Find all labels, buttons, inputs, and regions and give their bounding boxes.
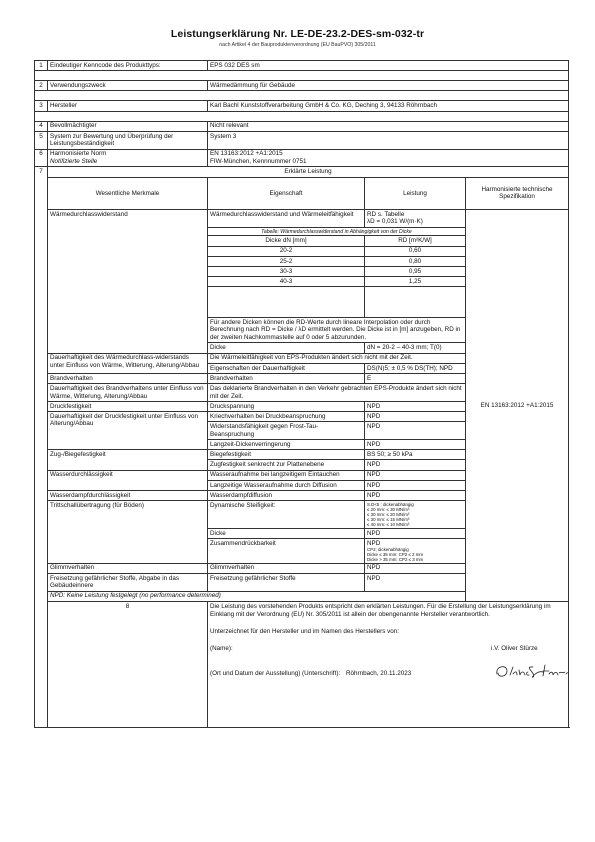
- leis-steifigkeit: [365, 501, 466, 529]
- leis-gefahr: NPD: [365, 573, 466, 591]
- performance-column-headers: [35, 177, 569, 210]
- row-value: Nicht relevant: [208, 121, 569, 131]
- merkmal-zug: Zug-/Biegefestigkeit: [48, 450, 208, 470]
- lambda-value: λD = 0,031 W/(m·K): [367, 218, 423, 226]
- leis-frost: NPD: [365, 422, 466, 440]
- signature-image: [493, 662, 569, 682]
- leis-line: Dicke > 35 mm: CP2 ≤ 3 mm: [367, 556, 424, 562]
- leis-line: CP2; dickenabhängig: [367, 546, 409, 552]
- row-label: Eindeutiger Kenncode des Produkttyps:: [48, 61, 208, 71]
- merkmal-tritt: Trittschallübertragung (für Böden): [48, 501, 208, 563]
- cell-rd: 0,95: [365, 267, 466, 277]
- signed-for: Unterzeichnet für den Hersteller und im Namen des Herstellers von:: [210, 627, 399, 635]
- row-1: [35, 61, 569, 71]
- row-label: [48, 149, 208, 167]
- performance-heading: Erklärte Leistung: [48, 167, 569, 177]
- row-3: [35, 101, 569, 111]
- merkmal-glimm: Glimmverhalten: [48, 563, 208, 573]
- row-value: Wärmedämmung für Gebäude: [208, 81, 569, 91]
- eig-wasser-diffusion: Langzeitige Wasseraufnahme durch Diffusion: [208, 480, 365, 490]
- merkmal-brand: Brandverhalten: [48, 373, 208, 383]
- harmonized-norm-label: Harmonisierte Norm: [50, 150, 107, 158]
- row-5: [35, 131, 569, 149]
- dauer-wd-text: Die Wärmeleitfähigkeit von EPS-Produkten ändert sich nicht mit der Zeit.: [208, 353, 466, 363]
- dauer-brand-text: Das deklarierte Brandverhalten in den Verkehr gebrachten EPS-Produkte ändert sich nicht mit der Zeit.: [208, 384, 466, 402]
- cell-dicke: 20-2: [208, 246, 365, 256]
- eig-glimm: Glimmverhalten: [208, 563, 365, 573]
- declaration-block: [208, 601, 569, 728]
- row-number: 8: [48, 601, 208, 728]
- leis-line: S.D<5 : dickenabhängig: [367, 501, 414, 507]
- notified-body-value: FIW-München, Kennnummer 0751: [210, 157, 307, 165]
- cell-rd: 0,80: [365, 256, 466, 266]
- row-number: 5: [35, 131, 48, 149]
- row-label: System zur Bewertung und Überprüfung der Leistungsbeständigkeit: [48, 131, 208, 149]
- harmonized-norm-value: EN 13163:2012 +A1:2015: [210, 150, 283, 158]
- row-number: 7: [35, 167, 48, 728]
- merkmal-dauer-wd: Dauerhaftigkeit des Wärmedurchlass-widerstands unter Einfluss von Wärme, Witterung, Alterung/Abbau: [48, 353, 208, 373]
- cell-rd: 1,25: [365, 277, 466, 287]
- eig-dampf: Wasserdampfdiffusion: [208, 491, 365, 501]
- place-line: [210, 670, 566, 682]
- eig-wd: Wärmedurchlasswiderstand und Wärmeleitfähigkeit: [208, 210, 365, 228]
- cell-dicke: 40-3: [208, 277, 365, 287]
- row-2: [35, 81, 569, 91]
- merkmal-wasser: Wasserdurchlässigkeit: [48, 470, 208, 490]
- leis-brand: E: [365, 373, 466, 383]
- eig-frost: Widerstandsfähigkeit gegen Frost-Tau-Beanspruchung: [208, 422, 365, 440]
- leis-zugfest: NPD: [365, 460, 466, 470]
- document-subtitle: nach Artikel 4 der Bauproduktenverordnung (EU BauPVO) 305/2011: [219, 42, 376, 48]
- eig-wasser-eintauchen: Wasseraufnahme bei langzeitigem Eintauchen: [208, 470, 365, 480]
- leis-zusammendrueck: [365, 538, 466, 563]
- leis-line: ≤ 20 mm: ≤ 30 MN/m³: [367, 506, 410, 512]
- name-label: (Name):: [210, 645, 233, 653]
- declaration-table: [34, 60, 569, 728]
- leis-dauer-wd: DS(N)5; ± 0,5 % DS(TH); NPD: [365, 363, 466, 373]
- leis-line: ≤ 30 mm: ≤ 20 MN/m³: [367, 511, 410, 517]
- eig-brand: Brandverhalten: [208, 373, 365, 383]
- leis-druck: NPD: [365, 401, 466, 411]
- declaration-text: Die Leistung des vorstehenden Produkts entspricht den erklärten Leistungen. Für die Erstellung der Leistungserklärung im Einklang mit der Verordnung (EU) Nr. 305/2011 ist allein der obengenannte Hersteller verantwortlich.: [210, 602, 551, 618]
- th-rd: RD [m²K/W]: [365, 236, 466, 246]
- table-caption: Tabelle: Wärmedurchlasswiderstand in Abhängigkeit von der Dicke: [208, 227, 466, 236]
- eig-zusammendrueck: Zusammendrückbarkeit: [208, 538, 365, 563]
- merkmal-dauer-brand: Dauerhaftigkeit des Brandverhaltens unter Einfluss von Wärme, Witterung, Alterung/Abbau: [48, 384, 208, 402]
- rd-reference: RD s. Tabelle: [367, 210, 405, 218]
- place-date: Röhrnbach, 20.11.2023: [345, 670, 412, 678]
- row-value: System 3: [208, 131, 569, 149]
- row-label: Hersteller: [48, 101, 208, 111]
- leis-line: ≤ 30 mm: ≤ 15 MN/m³: [367, 516, 410, 522]
- leis-wasser-eintauchen: NPD: [365, 470, 466, 480]
- leis-line: NPD: [367, 539, 381, 547]
- cell-rd: 0,60: [365, 246, 466, 256]
- spec-value: EN 13163:2012 +A1:2015: [466, 210, 569, 602]
- leis-kriech: NPD: [365, 412, 466, 422]
- interpolation-note: Für andere Dicken können die RD-Werte durch lineare Interpolation oder durch Berechnung nach RD = Dicke / λD ermittelt werden. Die Dicke ist in [m] anzugeben, RD in der zweiten Nachkommastelle auf 0 oder 5 abzurunden.: [208, 318, 466, 343]
- row-label: Bevollmächtigter: [48, 121, 208, 131]
- eig-tritt-dicke: Dicke: [208, 528, 365, 538]
- dicke-value: dN = 20-2 – 40-3 mm; T(0): [365, 343, 466, 353]
- leis-dampf: NPD: [365, 491, 466, 501]
- leis-biege: BS 50; ≥ 50 kPa: [365, 450, 466, 460]
- merkmal-dauer-druck: Dauerhaftigkeit der Druckfestigkeit unter Einfluss von Alterung/Abbau: [48, 412, 208, 450]
- col-header-eigenschaft: Eigenschaft: [208, 177, 365, 210]
- signer-name: i.V. Oliver Stürze: [491, 645, 538, 653]
- col-header-spezifikation: Harmonisierte technische Spezifikation: [466, 177, 569, 210]
- row-number: 1: [35, 61, 48, 71]
- cell-dicke: 30-3: [208, 267, 365, 277]
- npd-note-row: [35, 591, 569, 601]
- eig-druck: Druckspannung: [208, 401, 365, 411]
- row-number: 3: [35, 101, 48, 111]
- eig-kriech: Kriechverhalten bei Druckbeanspruchung: [208, 412, 365, 422]
- dicke-label: Dicke: [208, 343, 365, 353]
- merkmal-gefahr: Freisetzung gefährlicher Stoffe, Abgabe in das Gebäudeinnere: [48, 573, 208, 591]
- row-value: [208, 149, 569, 167]
- eig-biege: Biegefestigkeit: [208, 450, 365, 460]
- notified-body-label: Notifizierte Stelle: [50, 157, 98, 165]
- row-8: [35, 601, 569, 728]
- th-dicke: Dicke dN [mm]: [208, 236, 365, 246]
- merkmal-wd: Wärmedurchlasswiderstand: [48, 210, 208, 353]
- eig-zugfest: Zugfestigkeit senkrecht zur Plattenebene: [208, 460, 365, 470]
- row-value: EPS 032 DES sm: [208, 61, 569, 71]
- row-7: [35, 167, 569, 177]
- place-label: (Ort und Datum der Ausstellung) (Unterschrift):: [210, 670, 341, 678]
- eig-langzeit: Langzeit-Dickenverringerung: [208, 440, 365, 450]
- row-4: [35, 121, 569, 131]
- row-label: Verwendungszweck: [48, 81, 208, 91]
- leis-glimm: NPD: [365, 563, 466, 573]
- cell-dicke: 25-2: [208, 256, 365, 266]
- eig-dauer-wd: Eigenschaften der Dauerhaftigkeit: [208, 363, 365, 373]
- name-line: [210, 645, 566, 654]
- merkmal-druck: Druckfestigkeit: [48, 401, 208, 411]
- row-number: 6: [35, 149, 48, 167]
- merkmal-dampf: Wasserdampfdurchlässigkeit: [48, 491, 208, 501]
- leis-langzeit: NPD: [365, 440, 466, 450]
- row-number: 2: [35, 81, 48, 91]
- row-6: [35, 149, 569, 167]
- leis-tritt-dicke: NPD: [365, 528, 466, 538]
- row-number: 4: [35, 121, 48, 131]
- eig-steifigkeit: Dynamische Steifigkeit:: [208, 501, 365, 529]
- col-header-merkmal: Wesentliche Merkmale: [48, 177, 208, 210]
- wd-row: [35, 210, 569, 228]
- leis-line: ≤ 40 mm: ≤ 10 MN/m³: [367, 521, 410, 527]
- leis-wasser-diffusion: NPD: [365, 480, 466, 490]
- leis-line: Dicke ≤ 35 mm: CP2 ≤ 2 mm: [367, 551, 424, 557]
- eig-gefahr: Freisetzung gefährlicher Stoffe: [208, 573, 365, 591]
- document-title: Leistungserklärung Nr. LE-DE-23.2-DES-sm-032-tr: [170, 28, 425, 40]
- leis-wd: [365, 210, 466, 228]
- npd-note: NPD: Keine Leistung festgelegt (no performance determined): [48, 591, 569, 601]
- col-header-leistung: Leistung: [365, 177, 466, 210]
- row-value: Karl Bachl Kunststoffverarbeitung GmbH & Co. KG, Deching 3, 94133 Röhrnbach: [208, 101, 569, 111]
